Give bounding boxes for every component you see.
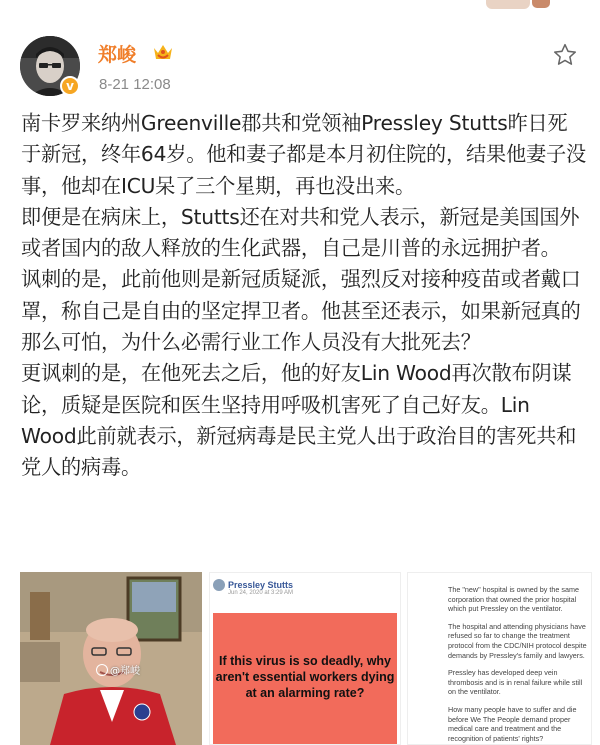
post-header bbox=[0, 30, 600, 100]
document-paragraph: The hospital and attending physicians have refused so far to change the treatment protocol from the CDC/NIH protocol despite demands by Pressley's family and lawyers. bbox=[448, 621, 587, 660]
fb-author-name: Pressley Stutts bbox=[228, 580, 294, 590]
top-decoration bbox=[0, 0, 600, 14]
verified-badge-icon: v bbox=[60, 76, 80, 96]
fb-post-date: Jun 24, 2020 at 3:29 AM bbox=[228, 590, 294, 596]
watermark-text: @郑峻 bbox=[110, 666, 140, 677]
fb-post-card bbox=[213, 613, 397, 745]
post-body bbox=[21, 108, 587, 484]
fb-post-text: If this virus is so deadly, why aren't essential workers dying at an alarming rate? bbox=[215, 654, 395, 700]
photo-thumbnail[interactable] bbox=[20, 572, 202, 745]
post-paragraph: 讽刺的是，此前他则是新冠质疑派，强烈反对接种疫苗或者戴口罩，称自己是自由的坚定捍卫者。他甚至还表示，如果新冠真的那么可怕，为什么必需行业工作人员没有大批死去？ bbox=[21, 267, 581, 355]
document-thumbnail[interactable] bbox=[407, 572, 592, 745]
post-image-grid bbox=[20, 572, 592, 745]
photo-watermark bbox=[96, 662, 140, 677]
crown-badge-icon bbox=[152, 42, 174, 62]
username[interactable]: 郑峻 bbox=[98, 44, 137, 66]
post-paragraph: 更讽刺的是，在他死去之后，他的好友Lin Wood再次散布阴谋论，质疑是医院和医生坚持用呼吸机害死了自己好友。Lin Wood此前就表示，新冠病毒是民主党人出于政治目的害死共和党人的病毒。 bbox=[21, 361, 577, 480]
decoration-shape bbox=[532, 0, 550, 8]
weibo-logo-icon bbox=[96, 664, 108, 676]
fb-avatar bbox=[213, 579, 225, 591]
document-paragraph: Pressley has developed deep vein thrombosis and is in renal failure while still on the ventilator. bbox=[448, 668, 583, 697]
star-outline-icon[interactable] bbox=[552, 42, 578, 68]
post-paragraph: 南卡罗来纳州Greenville郡共和党领袖Pressley Stutts昨日死于新冠，终年64岁。他和妻子都是本月初住院的，结果他妻子没事，他却在ICU呆了三个星期，再也没出来。 bbox=[21, 111, 586, 198]
post-timestamp: 8-21 12:08 bbox=[99, 76, 171, 93]
post-paragraph: 即便是在病床上，Stutts还在对共和党人表示，新冠是美国国外或者国内的敌人释放的生化武器，自己是川普的永远拥护者。 bbox=[21, 204, 580, 261]
decoration-shape bbox=[486, 0, 530, 9]
document-text bbox=[448, 585, 588, 745]
facebook-post-thumbnail[interactable] bbox=[209, 572, 401, 745]
document-paragraph: How many people have to suffer and die before We The People demand proper medical care and treatment and the recognition of patients' rights? bbox=[448, 704, 577, 743]
document-paragraph: The "new" hospital is owned by the same corporation that owned the prior hospital which put Pressley on the ventilator. bbox=[448, 585, 579, 614]
